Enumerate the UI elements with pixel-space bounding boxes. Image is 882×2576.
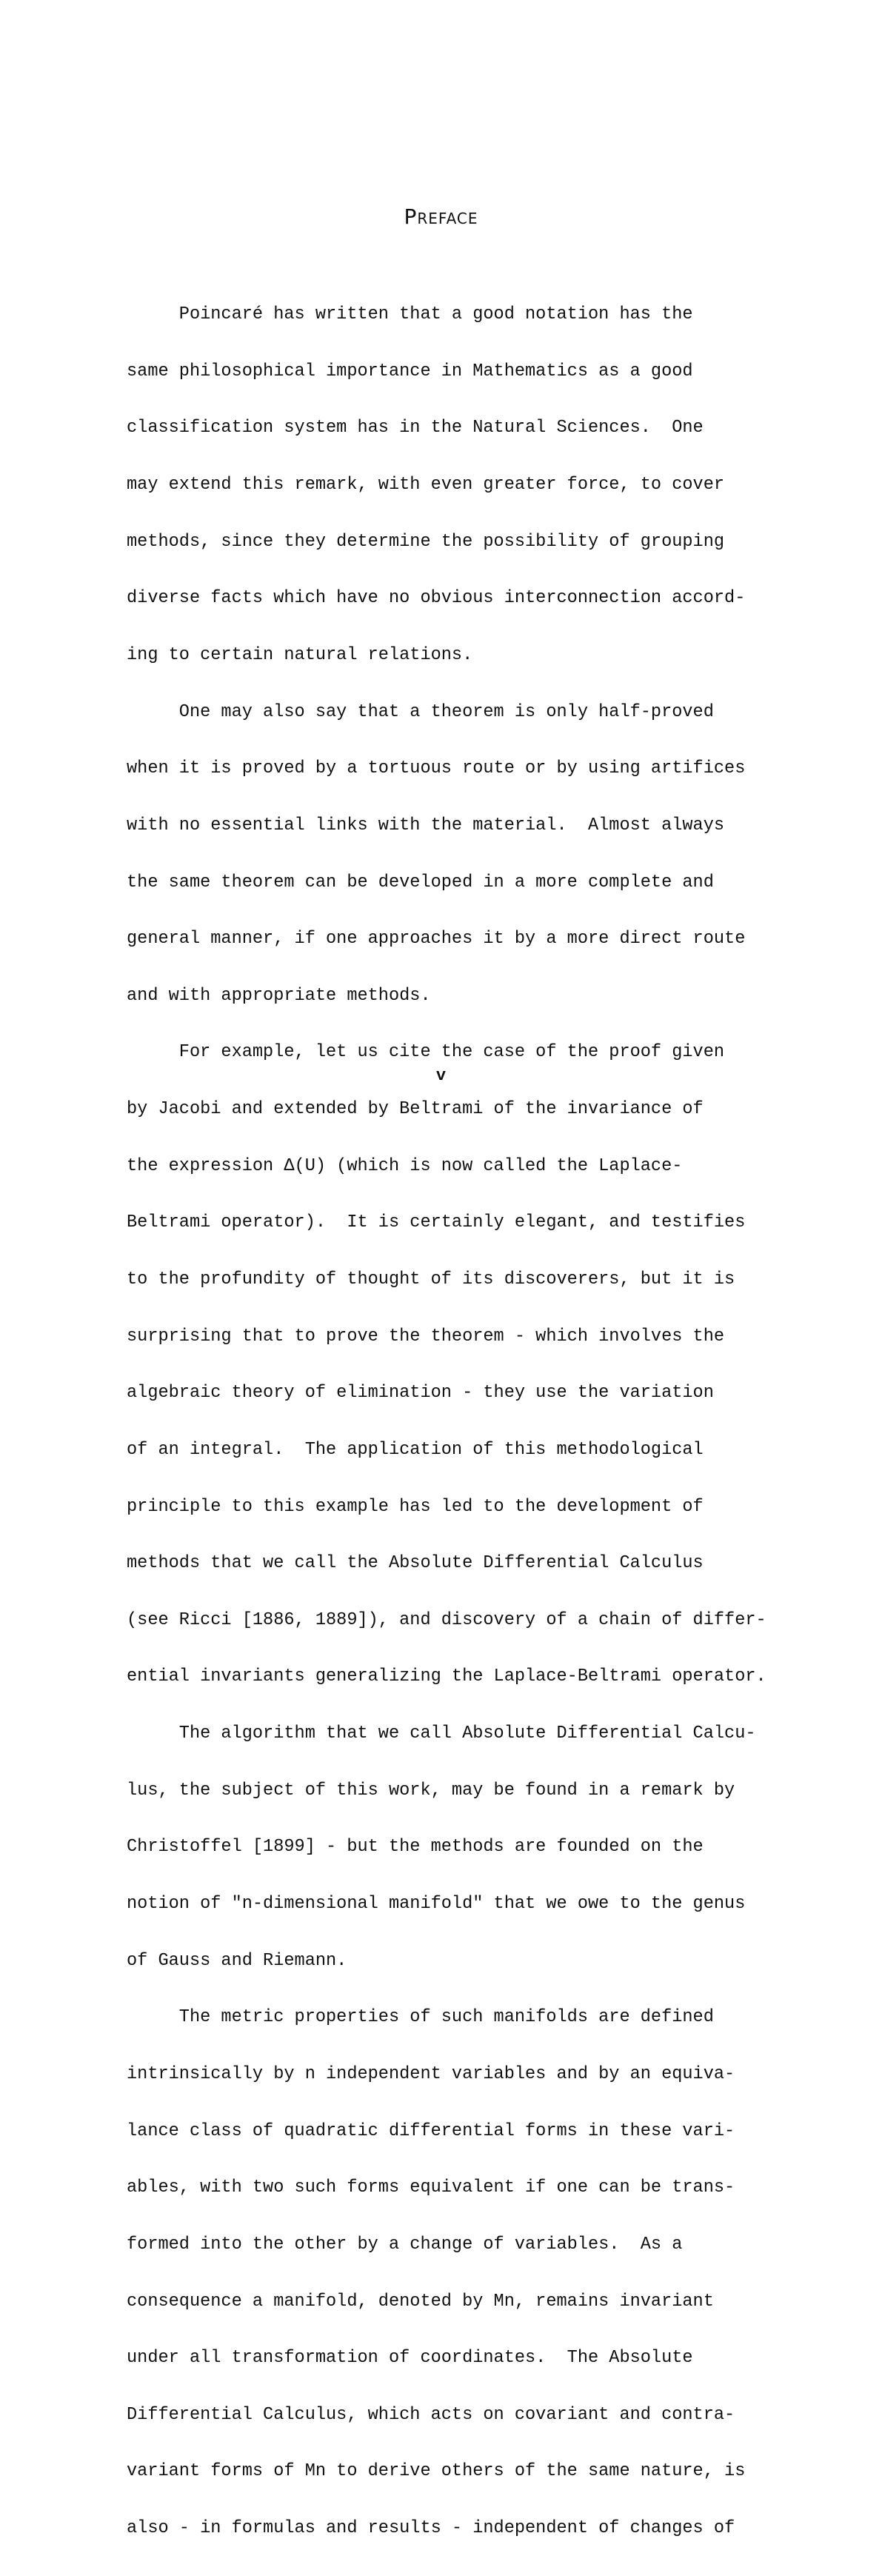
- text-line: For example, let us cite the case of the proof given: [127, 1042, 725, 1063]
- text-line: classification system has in the Natural Sciences. One: [127, 418, 704, 438]
- text-line: the expression Δ(U) (which is now called the Laplace-: [127, 1155, 683, 1176]
- text-line: with no essential links with the material. Almost always: [127, 815, 725, 835]
- text-line: intrinsically by n independent variables and by an equiva-: [127, 2063, 735, 2084]
- text-line: The algorithm that we call Absolute Differential Calcu-: [127, 1724, 756, 1744]
- text-line: Poincaré has written that a good notation has the: [127, 304, 693, 325]
- text-line: methods that we call the Absolute Differential Calculus: [127, 1553, 704, 1574]
- text-line: to the profundity of thought of its discoverers, but it is: [127, 1269, 735, 1289]
- text-line: also - in formulas and results - independent of changes of: [127, 2518, 735, 2539]
- text-line: consequence a manifold, denoted by Mn, remains invariant: [127, 2291, 714, 2312]
- text-line: may extend this remark, with even greater force, to cover: [127, 475, 725, 495]
- text-line: Differential Calculus, which acts on covariant and contra-: [127, 2404, 735, 2425]
- text-line: lance class of quadratic differential forms in these vari-: [127, 2120, 735, 2141]
- text-line: and with appropriate methods.: [127, 985, 431, 1006]
- text-line: of an integral. The application of this methodological: [127, 1439, 704, 1460]
- text-line: of Gauss and Riemann.: [127, 1950, 347, 1971]
- body-text: [127, 267, 838, 2576]
- text-line: surprising that to prove the theorem - which involves the: [127, 1326, 725, 1347]
- text-line: ential invariants generalizing the Laplace-Beltrami operator.: [127, 1666, 766, 1687]
- text-line: ing to certain natural relations.: [127, 644, 473, 665]
- text-line: Christoffel [1899] - but the methods are founded on the: [127, 1837, 704, 1858]
- page-title: Preface: [404, 204, 478, 229]
- text-line: (see Ricci [1886, 1889]), and discovery of a chain of differ-: [127, 1609, 766, 1630]
- text-line: by Jacobi and extended by Beltrami of the invariance of: [127, 1099, 704, 1120]
- text-line: principle to this example has led to the development of: [127, 1496, 704, 1517]
- text-line: algebraic theory of elimination - they use the variation: [127, 1383, 714, 1404]
- text-line: One may also say that a theorem is only half-proved: [127, 701, 714, 722]
- text-line: when it is proved by a tortuous route or by using artifices: [127, 758, 746, 779]
- text-line: The metric properties of such manifolds are defined: [127, 2007, 714, 2028]
- text-line: Beltrami operator). It is certainly elegant, and testifies: [127, 1212, 746, 1233]
- text-line: notion of "n-dimensional manifold" that we owe to the genus: [127, 1894, 746, 1915]
- text-line: general manner, if one approaches it by a more direct route: [127, 929, 746, 950]
- text-line: under all transformation of coordinates. The Absolute: [127, 2348, 693, 2369]
- text-line: variant forms of Mn to derive others of the same nature, is: [127, 2461, 746, 2482]
- text-line: the same theorem can be developed in a more complete and: [127, 872, 714, 892]
- text-line: lus, the subject of this work, may be found in a remark by: [127, 1780, 735, 1801]
- page-number: v: [435, 1067, 447, 1085]
- text-line: ables, with two such forms equivalent if one can be trans-: [127, 2178, 735, 2198]
- text-line: same philosophical importance in Mathematics as a good: [127, 361, 693, 381]
- text-line: methods, since they determine the possibility of grouping: [127, 531, 725, 552]
- text-line: diverse facts which have no obvious interconnection accord-: [127, 588, 746, 609]
- text-line: formed into the other by a change of variables. As a: [127, 2234, 683, 2255]
